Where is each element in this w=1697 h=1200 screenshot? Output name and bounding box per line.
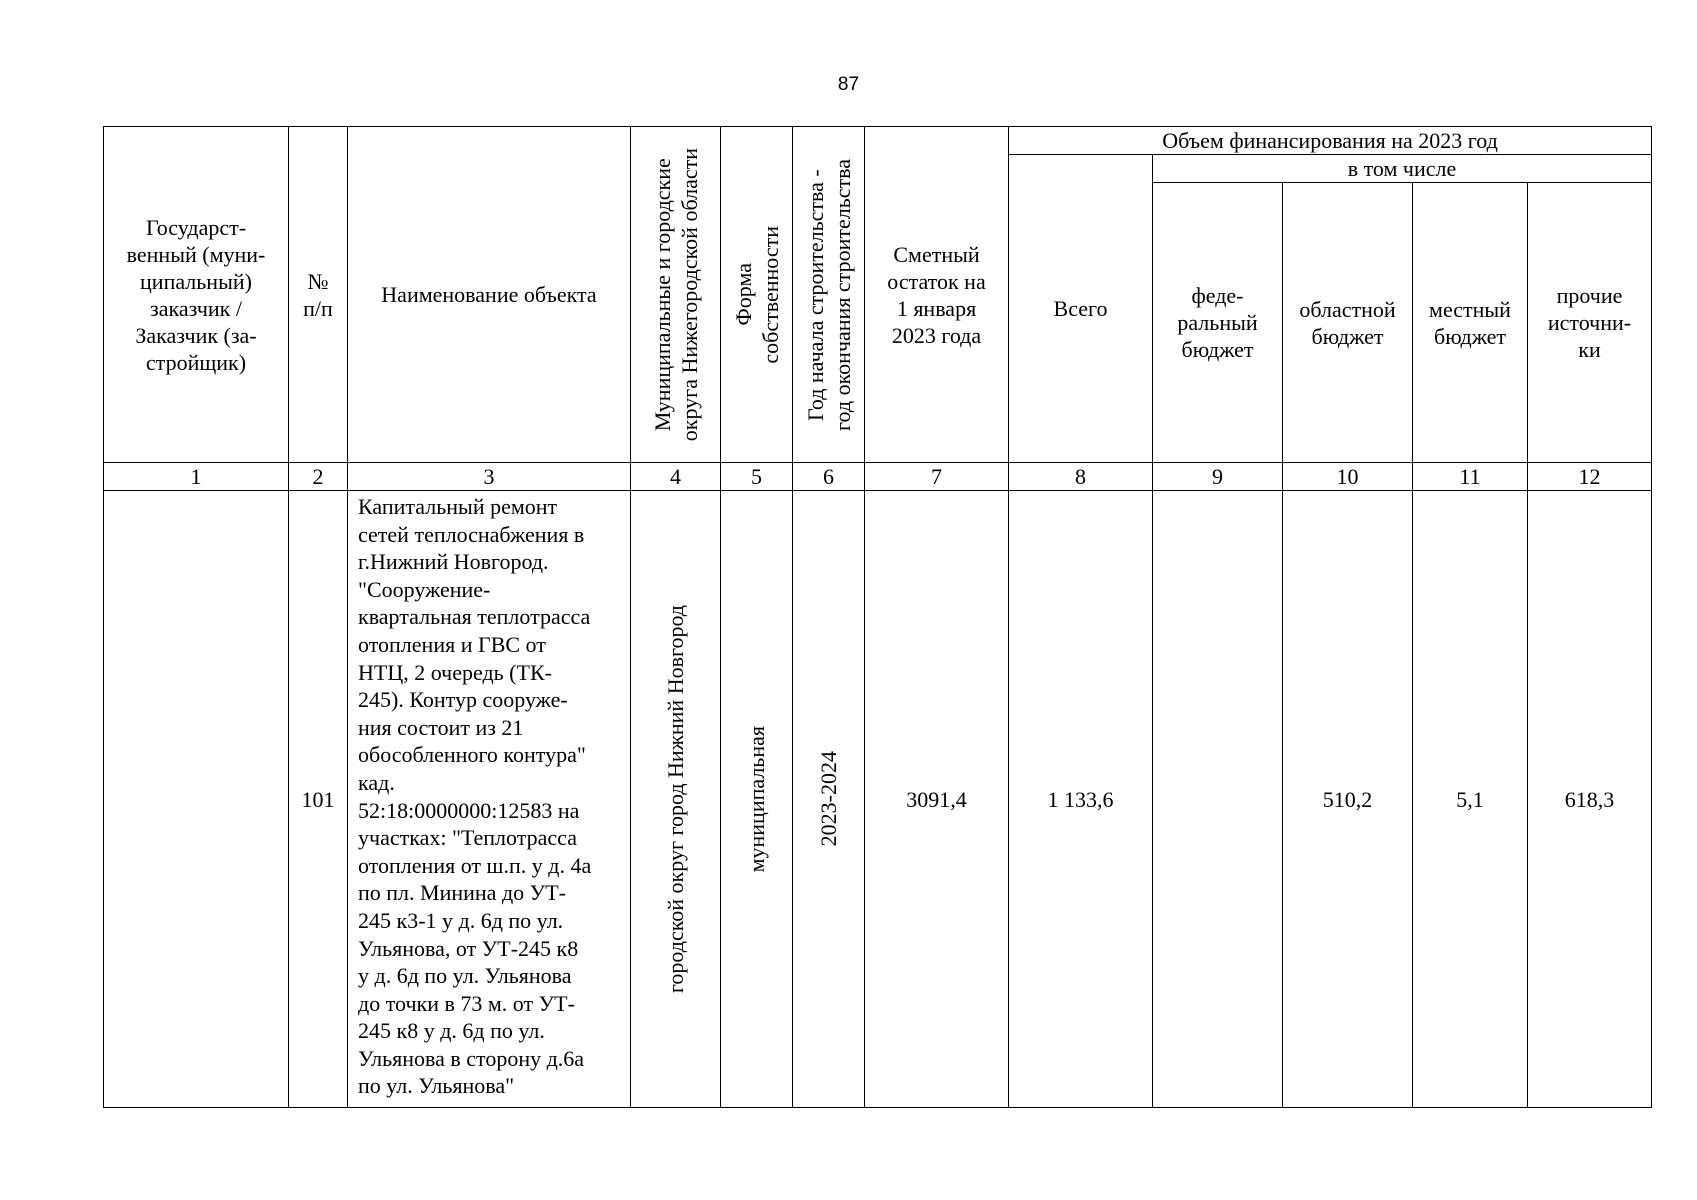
header-regional: областной бюджет bbox=[1283, 183, 1413, 463]
header-object-name: Наименование объекта bbox=[348, 127, 631, 463]
cell-number: 101 bbox=[289, 491, 348, 1108]
table-row bbox=[104, 491, 1652, 1108]
column-number: 5 bbox=[721, 463, 793, 491]
column-number: 3 bbox=[348, 463, 631, 491]
cell-federal bbox=[1153, 491, 1283, 1108]
header-remainder: Сметный остаток на 1 января 2023 года bbox=[865, 127, 1009, 463]
header-customer: Государст- венный (муни- ципальный) заказчик / Заказчик (за- стройщик) bbox=[104, 127, 289, 463]
cell-customer bbox=[104, 491, 289, 1108]
header-federal: феде- ральный бюджет bbox=[1153, 183, 1283, 463]
header-district: Муниципальные и городские округа Нижегородской области bbox=[631, 127, 721, 463]
header-local: местный бюджет bbox=[1413, 183, 1528, 463]
cell-district: городской округ город Нижний Новгород bbox=[631, 491, 721, 1108]
column-number: 4 bbox=[631, 463, 721, 491]
header-including: в том числе bbox=[1153, 155, 1652, 183]
column-number-row bbox=[104, 463, 1652, 491]
cell-other: 618,3 bbox=[1528, 491, 1652, 1108]
header-number: № п/п bbox=[289, 127, 348, 463]
column-number: 9 bbox=[1153, 463, 1283, 491]
column-number: 1 bbox=[104, 463, 289, 491]
header-total: Всего bbox=[1009, 155, 1153, 463]
cell-remainder: 3091,4 bbox=[865, 491, 1009, 1108]
header-years: Год начала строительства - год окончания строительства bbox=[793, 127, 865, 463]
cell-ownership: муниципальная bbox=[721, 491, 793, 1108]
column-number: 8 bbox=[1009, 463, 1153, 491]
column-number: 6 bbox=[793, 463, 865, 491]
header-other: прочие источни- ки bbox=[1528, 183, 1652, 463]
column-number: 11 bbox=[1413, 463, 1528, 491]
column-number: 10 bbox=[1283, 463, 1413, 491]
column-number: 12 bbox=[1528, 463, 1652, 491]
header-financing-group: Объем финансирования на 2023 год bbox=[1009, 127, 1652, 155]
column-number: 2 bbox=[289, 463, 348, 491]
cell-object-name: Капитальный ремонт сетей теплоснабжения в г.Нижний Новгород. "Сооружение- квартальная теплотрасса отопления и ГВС от НТЦ, 2 очередь (ТК- 245). Контур сооруже- ния состоит из 21 обособленного контура" кад. 52:18:0000000:12583 на участках: "Теплотрасса отопления от ш.п. у д. 4а по пл. Минина до УТ- 245 к3-1 у д. 6д по ул. Ульянова, от УТ-245 к8 у д. 6д по ул. Ульянова до точки в 73 м. от УТ- 245 к8 у д. 6д по ул. Ульянова в сторону д.6а по ул. Ульянова" bbox=[348, 491, 631, 1108]
financing-table bbox=[103, 126, 1652, 1108]
page-number: 87 bbox=[837, 74, 860, 95]
cell-local: 5,1 bbox=[1413, 491, 1528, 1108]
header-ownership: Форма собственности bbox=[721, 127, 793, 463]
cell-regional: 510,2 bbox=[1283, 491, 1413, 1108]
cell-total: 1 133,6 bbox=[1009, 491, 1153, 1108]
column-number: 7 bbox=[865, 463, 1009, 491]
cell-years: 2023-2024 bbox=[793, 491, 865, 1108]
